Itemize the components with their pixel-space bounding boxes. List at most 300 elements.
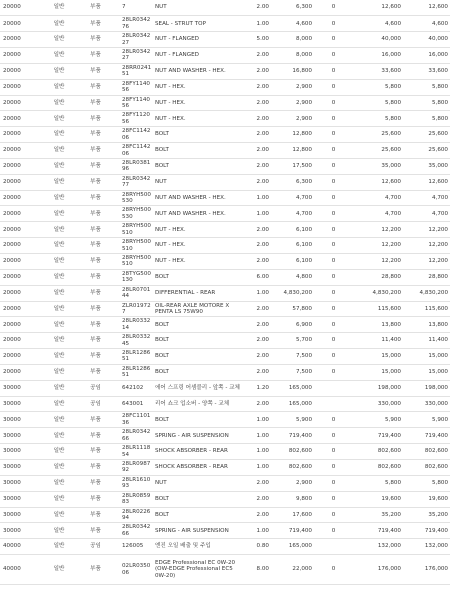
table-row: [0, 444, 450, 460]
category-cell: 부품: [71, 127, 120, 143]
item-type-cell: 일반: [47, 555, 71, 585]
total-amount-cell: 5,800: [403, 475, 450, 491]
total-amount-cell: 13,800: [403, 317, 450, 333]
job-code-cell: 20000: [0, 143, 47, 159]
part-number-cell: 28RYH500510: [120, 238, 153, 254]
item-type-cell: 일반: [47, 111, 71, 127]
quantity-cell: 2.00: [244, 507, 271, 523]
total-amount-cell: 198,000: [403, 380, 450, 396]
description-cell: NUT - HEX.: [153, 222, 244, 238]
discount-cell: 0: [314, 428, 353, 444]
amount-cell: 719,400: [353, 523, 403, 539]
total-amount-cell: 330,000: [403, 396, 450, 412]
part-number-cell: 28RYH500530: [120, 190, 153, 206]
category-cell: 부품: [71, 317, 120, 333]
table-row: [0, 238, 450, 254]
table-row: [0, 364, 450, 380]
quantity-cell: 2.00: [244, 111, 271, 127]
total-amount-cell: 719,400: [403, 523, 450, 539]
total-amount-cell: 25,600: [403, 127, 450, 143]
amount-cell: 719,400: [353, 428, 403, 444]
category-cell: 부품: [71, 269, 120, 285]
discount-cell: 0: [314, 190, 353, 206]
discount-cell: 0: [314, 0, 353, 16]
part-number-cell: 28LR034276: [120, 16, 153, 32]
category-cell: 부품: [71, 190, 120, 206]
part-number-cell: 28LR111854: [120, 444, 153, 460]
category-cell: 부품: [71, 444, 120, 460]
amount-cell: 176,000: [353, 555, 403, 585]
description-cell: BOLT: [153, 507, 244, 523]
amount-cell: 40,000: [353, 32, 403, 48]
table-row: [0, 539, 450, 555]
item-type-cell: 일반: [47, 428, 71, 444]
quantity-cell: 2.00: [244, 301, 271, 317]
category-cell: 부품: [71, 428, 120, 444]
amount-cell: 15,000: [353, 364, 403, 380]
job-code-cell: 20000: [0, 63, 47, 79]
discount-cell: 0: [314, 301, 353, 317]
job-code-cell: 20000: [0, 364, 47, 380]
table-row: [0, 333, 450, 349]
category-cell: 부품: [71, 285, 120, 301]
total-amount-cell: 5,900: [403, 412, 450, 428]
quantity-cell: 2.00: [244, 349, 271, 365]
category-cell: 부품: [71, 555, 120, 585]
job-code-cell: 30000: [0, 396, 47, 412]
part-number-cell: 28RYH500530: [120, 206, 153, 222]
table-row: [0, 396, 450, 412]
discount-cell: 0: [314, 364, 353, 380]
item-type-cell: 일반: [47, 48, 71, 64]
job-code-cell: 20000: [0, 190, 47, 206]
quantity-cell: 2.00: [244, 158, 271, 174]
discount-cell: 0: [314, 475, 353, 491]
category-cell: 부품: [71, 206, 120, 222]
category-cell: 부품: [71, 412, 120, 428]
discount-cell: [314, 539, 353, 555]
discount-cell: [314, 380, 353, 396]
category-cell: 부품: [71, 174, 120, 190]
job-code-cell: 20000: [0, 301, 47, 317]
category-cell: 부품: [71, 111, 120, 127]
item-type-cell: 일반: [47, 349, 71, 365]
table-row: [0, 0, 450, 16]
job-code-cell: 20000: [0, 222, 47, 238]
amount-cell: 28,800: [353, 269, 403, 285]
discount-cell: 0: [314, 127, 353, 143]
quantity-cell: 2.00: [244, 238, 271, 254]
discount-cell: 0: [314, 444, 353, 460]
discount-cell: 0: [314, 412, 353, 428]
table-row: [0, 32, 450, 48]
amount-cell: 132,000: [353, 539, 403, 555]
amount-cell: 5,800: [353, 111, 403, 127]
amount-cell: 4,830,200: [353, 285, 403, 301]
category-cell: 부품: [71, 32, 120, 48]
quantity-cell: 2.00: [244, 48, 271, 64]
discount-cell: 0: [314, 349, 353, 365]
amount-cell: 4,700: [353, 206, 403, 222]
table-row: [0, 158, 450, 174]
quantity-cell: 2.00: [244, 127, 271, 143]
total-amount-cell: 4,700: [403, 206, 450, 222]
quantity-cell: 2.00: [244, 396, 271, 412]
part-number-cell: 28RR024151: [122, 64, 152, 78]
unit-price-cell: 7,500: [271, 349, 314, 365]
unit-price-cell: 6,100: [271, 254, 314, 270]
quantity-cell: 8.00: [244, 555, 271, 585]
description-cell: BOLT: [153, 412, 244, 428]
unit-price-cell: 165,000: [271, 539, 314, 555]
unit-price-cell: 6,900: [271, 317, 314, 333]
total-amount-cell: 40,000: [403, 32, 450, 48]
category-cell: 부품: [71, 491, 120, 507]
total-amount-cell: 4,600: [403, 16, 450, 32]
table-row: [0, 285, 450, 301]
category-cell: 부품: [71, 333, 120, 349]
total-amount-cell: 115,600: [403, 301, 450, 317]
table-row: [0, 317, 450, 333]
quantity-cell: 2.00: [244, 0, 271, 16]
table-row: [0, 555, 450, 585]
item-type-cell: 일반: [47, 95, 71, 111]
unit-price-cell: 12,800: [271, 143, 314, 159]
total-amount-cell: 11,400: [403, 333, 450, 349]
discount-cell: 0: [314, 555, 353, 585]
total-amount-cell: 802,600: [403, 444, 450, 460]
item-type-cell: 일반: [47, 238, 71, 254]
table-row: [0, 127, 450, 143]
job-code-cell: 20000: [0, 285, 47, 301]
item-type-cell: 일반: [47, 63, 71, 79]
quantity-cell: 1.00: [244, 16, 271, 32]
unit-price-cell: 22,000: [271, 555, 314, 585]
part-number-cell: 28FY114056: [120, 95, 153, 111]
unit-price-cell: 16,800: [271, 63, 314, 79]
amount-cell: 12,600: [353, 0, 403, 16]
amount-cell: 5,800: [353, 95, 403, 111]
description-cell: NUT - FLANGED: [153, 32, 244, 48]
item-type-cell: 일반: [47, 364, 71, 380]
category-cell: 부품: [71, 254, 120, 270]
item-type-cell: 일반: [47, 16, 71, 32]
discount-cell: 0: [314, 48, 353, 64]
unit-price-cell: 719,400: [271, 428, 314, 444]
quantity-cell: 1.20: [244, 380, 271, 396]
unit-price-cell: 2,900: [271, 79, 314, 95]
part-number-cell: 28LR128651: [120, 349, 153, 365]
total-amount-cell: 12,600: [403, 0, 450, 16]
part-number-cell: 28LR033245: [120, 333, 153, 349]
amount-cell: 16,000: [353, 48, 403, 64]
job-code-cell: 20000: [0, 79, 47, 95]
total-amount-cell: 719,400: [403, 428, 450, 444]
table-row: [0, 412, 450, 428]
category-cell: 부품: [71, 364, 120, 380]
discount-cell: 0: [314, 95, 353, 111]
item-type-cell: 일반: [47, 174, 71, 190]
item-type-cell: 일반: [47, 190, 71, 206]
unit-price-cell: 4,800: [271, 269, 314, 285]
total-amount-cell: 12,200: [403, 254, 450, 270]
unit-price-cell: 4,700: [271, 190, 314, 206]
discount-cell: 0: [314, 507, 353, 523]
item-type-cell: 일반: [47, 475, 71, 491]
category-cell: 부품: [71, 222, 120, 238]
job-code-cell: 20000: [0, 48, 47, 64]
job-code-cell: 40000: [0, 539, 47, 555]
discount-cell: 0: [314, 174, 353, 190]
category-cell: 부품: [71, 523, 120, 539]
discount-cell: 0: [314, 16, 353, 32]
description-cell: NUT: [153, 0, 244, 16]
quantity-cell: 0.80: [244, 539, 271, 555]
quantity-cell: 2.00: [244, 333, 271, 349]
total-amount-cell: 12,600: [403, 174, 450, 190]
category-cell: 부품: [71, 459, 120, 475]
category-cell: 공임: [71, 539, 120, 555]
part-number-cell: 28LR161093: [120, 475, 153, 491]
job-code-cell: 30000: [0, 412, 47, 428]
category-cell: 부품: [71, 238, 120, 254]
table-row: [0, 301, 450, 317]
unit-price-cell: 8,000: [271, 48, 314, 64]
description-cell: NUT: [153, 475, 244, 491]
discount-cell: 0: [314, 333, 353, 349]
job-code-cell: 20000: [0, 111, 47, 127]
unit-price-cell: 802,600: [271, 444, 314, 460]
description-cell: NUT AND WASHER - HEX.: [153, 190, 244, 206]
amount-cell: 35,200: [353, 507, 403, 523]
description-cell: NUT AND WASHER - HEX.: [153, 206, 244, 222]
part-number-cell: 28FC110136: [120, 412, 153, 428]
category-cell: 부품: [71, 48, 120, 64]
description-cell: BOLT: [153, 127, 244, 143]
part-number-cell: 28LR034227: [120, 32, 153, 48]
discount-cell: 0: [314, 111, 353, 127]
item-type-cell: 일반: [47, 127, 71, 143]
unit-price-cell: 6,300: [271, 174, 314, 190]
category-cell: 공임: [71, 380, 120, 396]
job-code-cell: 20000: [0, 349, 47, 365]
amount-cell: 5,900: [353, 412, 403, 428]
item-type-cell: 일반: [47, 523, 71, 539]
quantity-cell: 1.00: [244, 428, 271, 444]
item-type-cell: 일반: [47, 254, 71, 270]
table-row: [0, 523, 450, 539]
table-row: [0, 63, 450, 79]
category-cell: 부품: [71, 143, 120, 159]
item-type-cell: 일반: [47, 412, 71, 428]
job-code-cell: 20000: [0, 269, 47, 285]
job-code-cell: 20000: [0, 333, 47, 349]
item-type-cell: 일반: [47, 0, 71, 16]
quantity-cell: 2.00: [244, 95, 271, 111]
unit-price-cell: 6,100: [271, 222, 314, 238]
part-number-cell: 7: [120, 0, 153, 16]
quantity-cell: 2.00: [244, 63, 271, 79]
description-cell: 엔진 오일 배출 및 주입: [153, 539, 244, 555]
part-number-cell: 642102: [120, 380, 153, 396]
category-cell: 부품: [71, 507, 120, 523]
discount-cell: 0: [314, 491, 353, 507]
amount-cell: 33,600: [353, 63, 403, 79]
description-cell: NUT - HEX.: [153, 95, 244, 111]
unit-price-cell: 4,830,200: [271, 285, 314, 301]
table-row: [0, 174, 450, 190]
total-amount-cell: 15,000: [403, 364, 450, 380]
amount-cell: 12,200: [353, 254, 403, 270]
category-cell: 부품: [71, 63, 120, 79]
table-row: [0, 206, 450, 222]
total-amount-cell: 12,200: [403, 238, 450, 254]
amount-cell: 5,800: [353, 475, 403, 491]
description-cell: SEAL - STRUT TOP: [153, 16, 244, 32]
discount-cell: 0: [314, 206, 353, 222]
amount-cell: 25,600: [353, 143, 403, 159]
description-cell: SHOCK ABSORBER - REAR: [153, 444, 244, 460]
unit-price-cell: 5,700: [271, 333, 314, 349]
discount-cell: 0: [314, 285, 353, 301]
category-cell: 부품: [71, 0, 120, 16]
discount-cell: 0: [314, 459, 353, 475]
unit-price-cell: 802,600: [271, 459, 314, 475]
part-number-cell: 28LR085983: [120, 491, 153, 507]
part-number-cell: 28FY112056: [120, 111, 153, 127]
job-code-cell: 20000: [0, 16, 47, 32]
total-amount-cell: 802,600: [403, 459, 450, 475]
part-number-cell: 28FY114056: [120, 79, 153, 95]
description-cell: 에어 스프링 어셈블리 - 앞쪽 - 교체: [153, 380, 244, 396]
table-row: [0, 79, 450, 95]
quantity-cell: 2.00: [244, 364, 271, 380]
description-cell: BOLT: [153, 269, 244, 285]
amount-cell: 12,200: [353, 238, 403, 254]
category-cell: 부품: [71, 349, 120, 365]
item-type-cell: 일반: [47, 491, 71, 507]
amount-cell: 13,800: [353, 317, 403, 333]
quantity-cell: 1.00: [244, 444, 271, 460]
job-code-cell: 20000: [0, 238, 47, 254]
discount-cell: [314, 396, 353, 412]
amount-cell: 4,700: [353, 190, 403, 206]
part-number-cell: 643001: [120, 396, 153, 412]
discount-cell: 0: [314, 143, 353, 159]
job-code-cell: 20000: [0, 317, 47, 333]
category-cell: 공임: [71, 396, 120, 412]
job-code-cell: 20000: [0, 32, 47, 48]
description-cell: OIL-REAR AXLE MOTORE X PENTA LS 75W90: [153, 301, 244, 317]
unit-price-cell: 5,900: [271, 412, 314, 428]
table-row: [0, 428, 450, 444]
table-row: [0, 269, 450, 285]
part-number-cell: 28LR034266: [120, 428, 153, 444]
item-type-cell: 일반: [47, 158, 71, 174]
job-code-cell: 30000: [0, 459, 47, 475]
item-type-cell: 일반: [47, 285, 71, 301]
quantity-cell: 6.00: [244, 269, 271, 285]
job-code-cell: 30000: [0, 428, 47, 444]
unit-price-cell: 165,000: [271, 396, 314, 412]
amount-cell: 15,000: [353, 349, 403, 365]
discount-cell: 0: [314, 254, 353, 270]
item-type-cell: 일반: [47, 396, 71, 412]
total-amount-cell: 176,000: [403, 555, 450, 585]
discount-cell: 0: [314, 79, 353, 95]
amount-cell: 4,600: [353, 16, 403, 32]
discount-cell: 0: [314, 222, 353, 238]
part-number-cell: 28LR022694: [120, 507, 153, 523]
total-amount-cell: 132,000: [403, 539, 450, 555]
description-cell: SPRING - AIR SUSPENSION: [153, 523, 244, 539]
total-amount-cell: 4,700: [403, 190, 450, 206]
job-code-cell: 20000: [0, 95, 47, 111]
amount-cell: 330,000: [353, 396, 403, 412]
part-number-cell: 126005: [120, 539, 153, 555]
quantity-cell: 1.00: [244, 523, 271, 539]
item-type-cell: 일반: [47, 32, 71, 48]
unit-price-cell: 6,100: [271, 238, 314, 254]
quantity-cell: 1.00: [244, 206, 271, 222]
total-amount-cell: 28,800: [403, 269, 450, 285]
table-row: [0, 475, 450, 491]
amount-cell: 802,600: [353, 444, 403, 460]
unit-price-cell: 2,900: [271, 475, 314, 491]
job-code-cell: 40000: [0, 555, 47, 585]
amount-cell: 25,600: [353, 127, 403, 143]
job-code-cell: 20000: [0, 174, 47, 190]
part-number-cell: 28LR033214: [120, 317, 153, 333]
quantity-cell: 2.00: [244, 491, 271, 507]
total-amount-cell: 33,600: [403, 63, 450, 79]
table-row: [0, 222, 450, 238]
item-type-cell: 일반: [47, 380, 71, 396]
category-cell: 부품: [71, 301, 120, 317]
unit-price-cell: 2,900: [271, 95, 314, 111]
amount-cell: 12,200: [353, 222, 403, 238]
description-cell: 리어 쇼크 업소버 - 양쪽 - 교체: [153, 396, 244, 412]
job-code-cell: 20000: [0, 158, 47, 174]
table-row: [0, 16, 450, 32]
item-type-cell: 일반: [47, 333, 71, 349]
description-cell: BOLT: [153, 317, 244, 333]
category-cell: 부품: [71, 475, 120, 491]
table-row: [0, 143, 450, 159]
description-cell: BOLT: [153, 349, 244, 365]
description-cell: NUT - HEX.: [153, 254, 244, 270]
quantity-cell: 2.00: [244, 143, 271, 159]
description-cell: BOLT: [153, 158, 244, 174]
discount-cell: 0: [314, 238, 353, 254]
item-type-cell: 일반: [47, 222, 71, 238]
part-number-cell: 28RYH500510: [120, 254, 153, 270]
quantity-cell: 1.00: [244, 412, 271, 428]
item-type-cell: 일반: [47, 317, 71, 333]
part-number-cell: 02LR035006: [120, 555, 153, 585]
amount-cell: 802,600: [353, 459, 403, 475]
description-cell: NUT - HEX.: [153, 238, 244, 254]
quantity-cell: 1.00: [244, 285, 271, 301]
amount-cell: 115,600: [353, 301, 403, 317]
total-amount-cell: 4,830,200: [403, 285, 450, 301]
category-cell: 부품: [71, 16, 120, 32]
total-amount-cell: 15,000: [403, 349, 450, 365]
unit-price-cell: 57,800: [271, 301, 314, 317]
description-cell: NUT - FLANGED: [153, 48, 244, 64]
job-code-cell: 30000: [0, 444, 47, 460]
part-number-cell: 28LR034227: [120, 48, 153, 64]
